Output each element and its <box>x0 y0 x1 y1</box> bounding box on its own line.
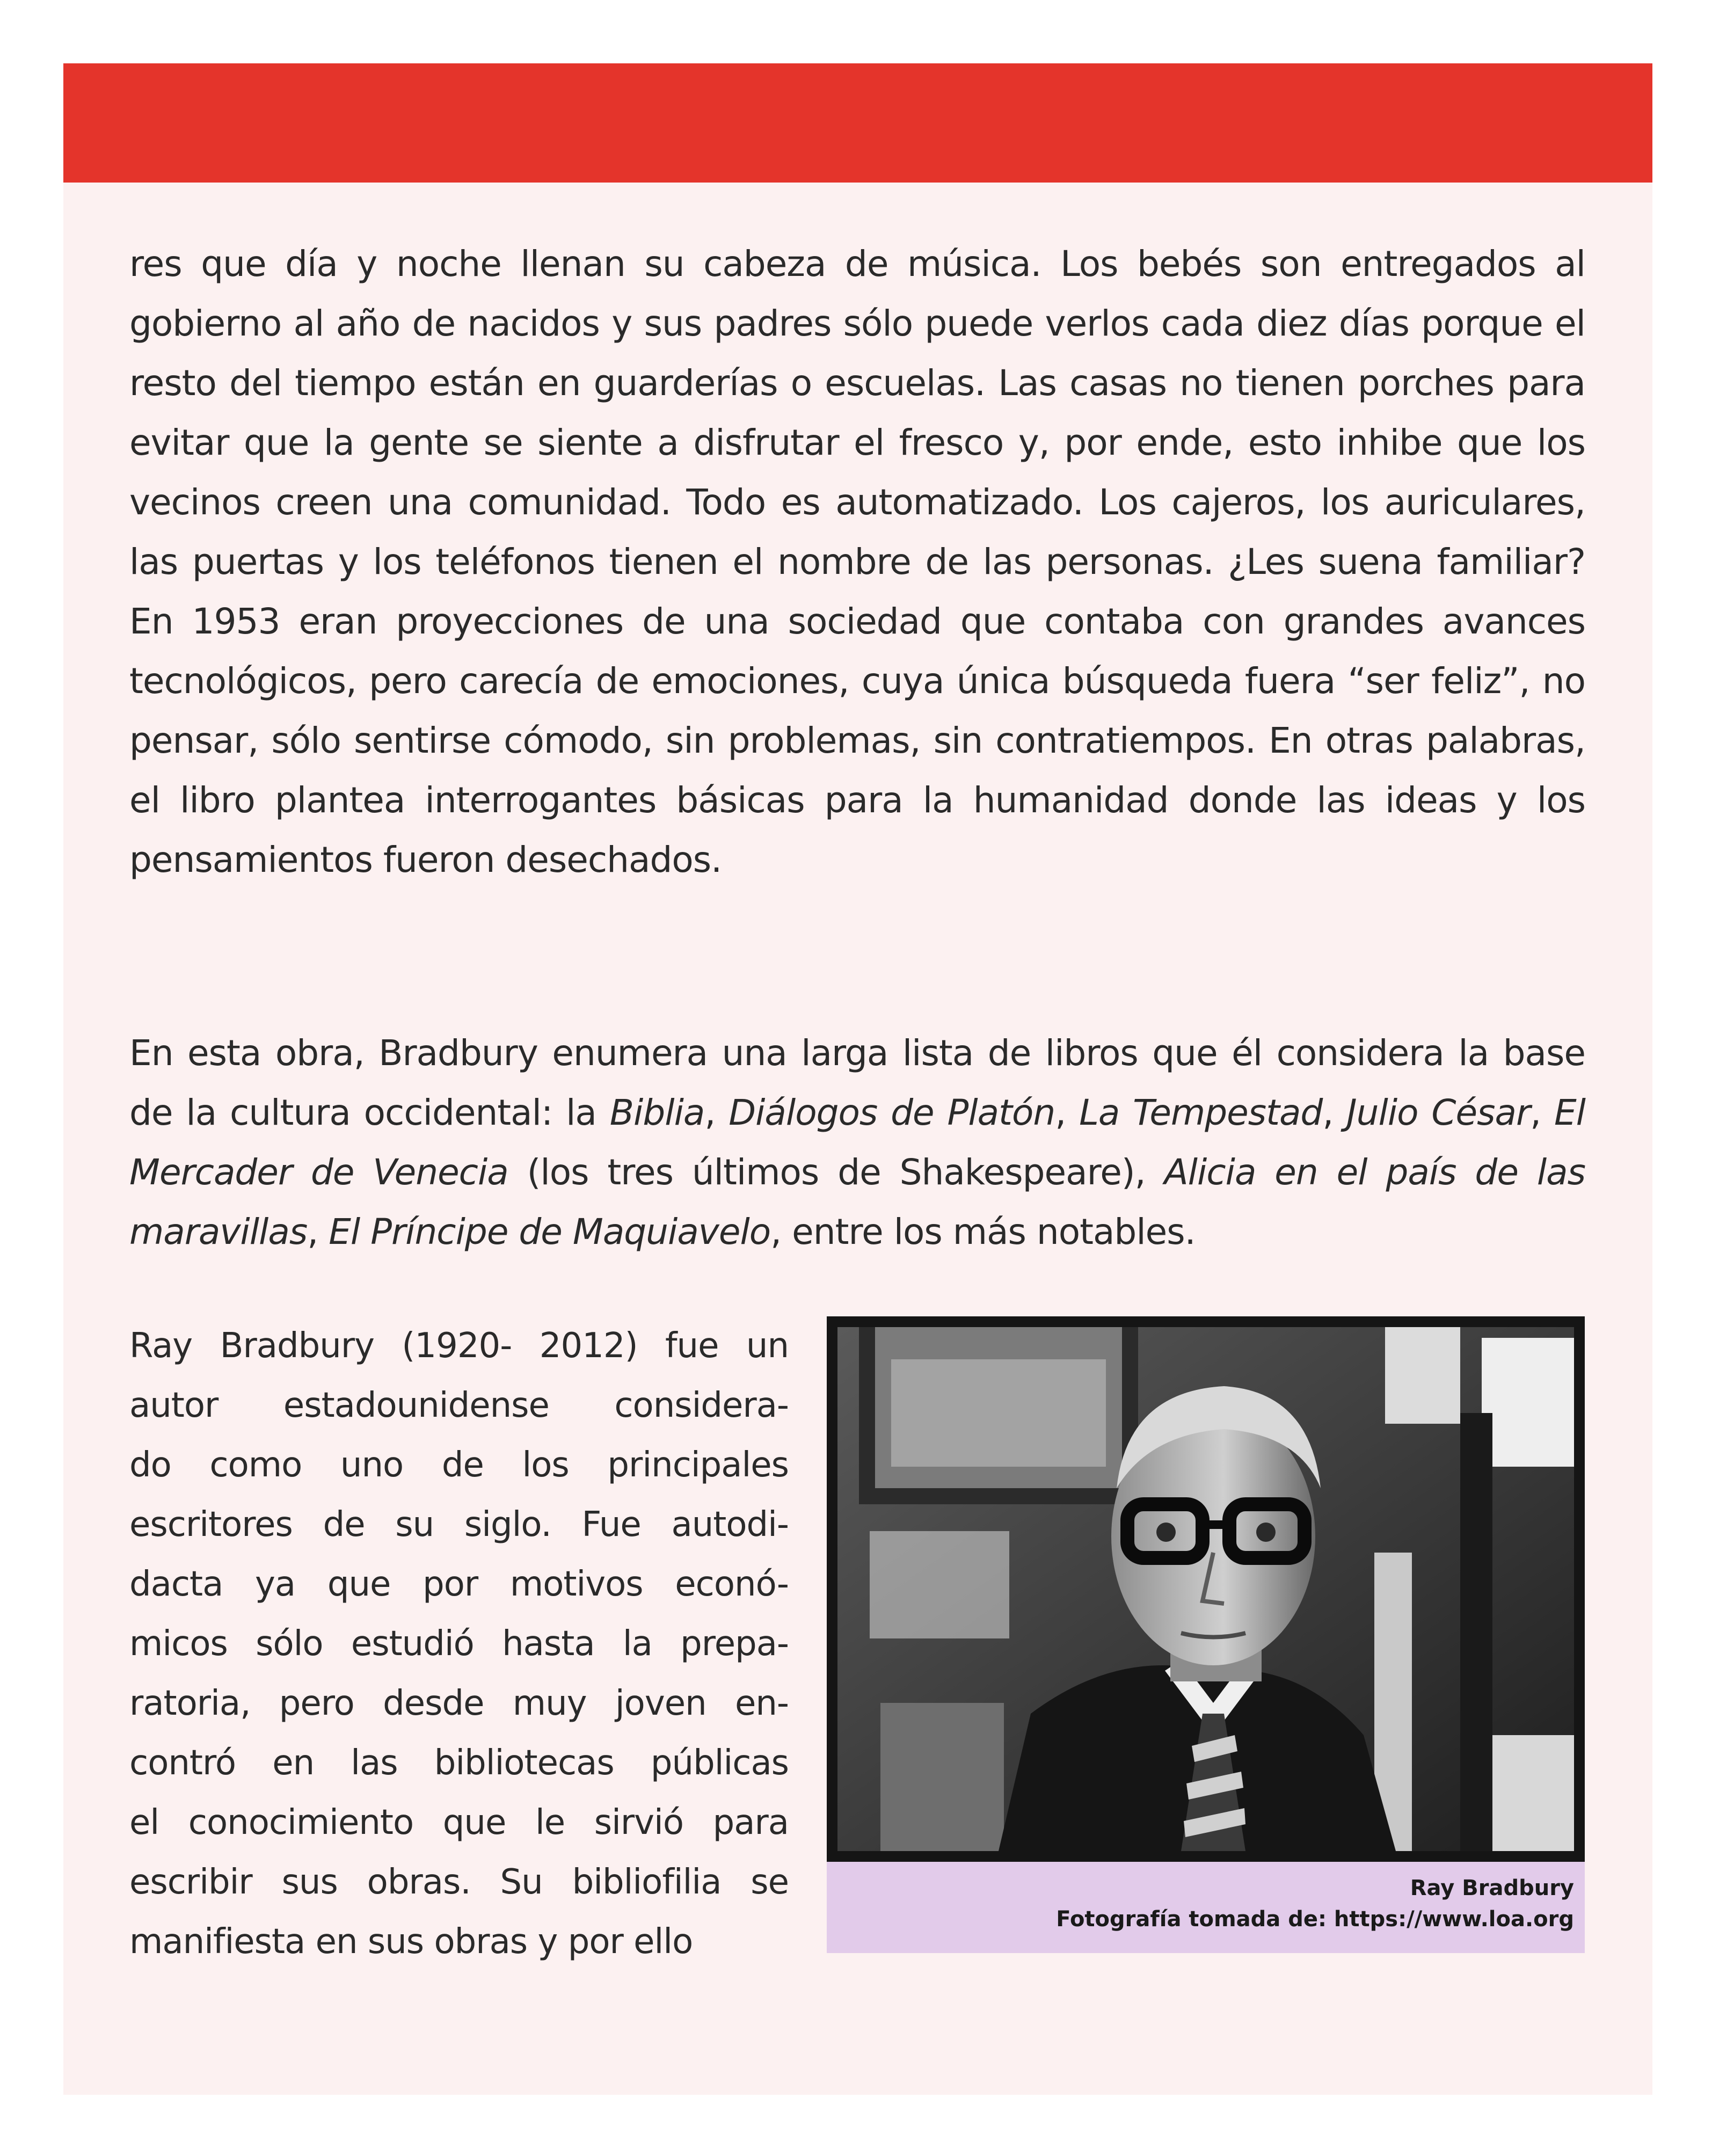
book-title-tempestad: La Tempestad <box>1079 1092 1323 1133</box>
separator: , <box>307 1211 329 1252</box>
separator: , <box>1322 1092 1347 1133</box>
author-bio <box>129 1316 789 1972</box>
separator: , <box>1055 1092 1080 1133</box>
book-title-principe: El Príncipe de Maquiavelo <box>329 1211 771 1252</box>
book-title-dialogos: Diálogos de Platón <box>728 1092 1055 1133</box>
paragraph-books <box>129 1023 1585 1262</box>
bio-line: micos sólo estudió hasta la prepa- <box>129 1624 789 1664</box>
author-photo <box>827 1316 1585 1862</box>
photo-caption <box>827 1862 1585 1953</box>
paragraph-books-mid: (los tres últimos de Shakespeare), <box>508 1152 1164 1193</box>
paragraph-books-intro: En esta obra, Bradbury enumera una larga lista de libros que él considera la base de la cultura occidental: la <box>129 1032 1585 1133</box>
bio-line: escritores de su siglo. Fue autodi- <box>129 1505 789 1545</box>
caption-name: Ray Bradbury <box>1410 1876 1574 1900</box>
bio-line: el conocimiento que le sirvió para <box>129 1803 789 1842</box>
bio-line: escribir sus obras. Su bibliofilia se <box>129 1862 789 1902</box>
separator: , <box>704 1092 729 1133</box>
book-title-mercader: El Mercader de Venecia <box>129 1092 1586 1193</box>
paragraph-books-outro: , entre los más notables. <box>770 1211 1196 1252</box>
bio-line: autor estadounidense considera- <box>129 1386 789 1425</box>
bio-line: manifiesta en sus obras y por ello <box>129 1922 693 1962</box>
bio-line: ratoria, pero desde muy joven en- <box>129 1684 789 1723</box>
bio-line: contró en las bibliotecas públicas <box>129 1743 789 1783</box>
header-bar <box>63 63 1652 183</box>
bio-line: do como uno de los principales <box>129 1445 789 1485</box>
paragraph-intro: res que día y noche llenan su cabeza de música. Los bebés son entregados al gobierno al año de nacidos y sus padres sólo puede verlos cada diez días porque el resto del tiempo están en guarderías o escuelas. Las casas no tienen porches para evitar que la gente se siente a disfrutar el fresco y, por ende, esto inhibe que los vecinos creen una comunidad. Todo es automatizado. Los cajeros, los auriculares, las puertas y los teléfonos tienen el nombre de las personas. ¿Les suena familiar? En 1953 eran proyecciones de una sociedad que contaba con grandes avances tecnológicos, pero carecía de emociones, cuya única búsqueda fuera “ser feliz”, no pensar, sólo sentirse cómodo, sin problemas, sin contratiempos. En otras palabras, el libro plantea interrogantes básicas para la humanidad donde las ideas y los pensamientos fueron desechados. <box>129 243 1585 880</box>
book-title-biblia: Biblia <box>609 1092 705 1133</box>
caption-source: Fotografía tomada de: https://www.loa.org <box>1056 1907 1574 1932</box>
bio-line: dacta ya que por motivos econó- <box>129 1564 789 1604</box>
book-title-julio-cesar: Julio César <box>1346 1092 1531 1133</box>
book-title-alicia: Alicia en el país de las maravillas <box>129 1152 1585 1252</box>
separator: , <box>1530 1092 1554 1133</box>
bio-line: Ray Bradbury (1920- 2012) fue un <box>129 1326 789 1366</box>
author-portrait-image <box>837 1327 1574 1851</box>
